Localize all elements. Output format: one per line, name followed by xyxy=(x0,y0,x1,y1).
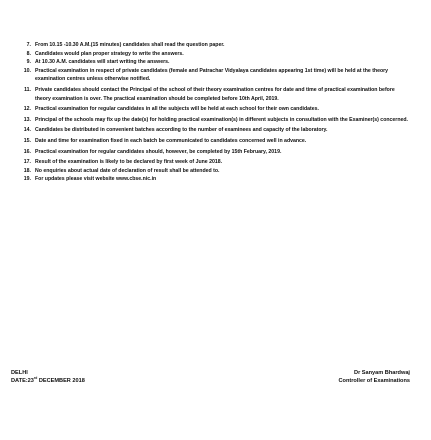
signatory-title: Controller of Examinations xyxy=(338,378,410,384)
item-text: Practical examination for regular candidates should, however, be completed by 15th February, 2019. xyxy=(35,148,282,155)
item-number: 9. xyxy=(26,59,31,66)
item-number: 8. xyxy=(26,50,31,57)
item-number: 15. xyxy=(23,137,31,144)
item-text: At 10.30 A.M. candidates will start writing the answers. xyxy=(35,59,170,66)
list-item xyxy=(0,137,431,146)
date-prefix: DATE:23 xyxy=(11,378,34,384)
list-item xyxy=(0,86,431,103)
item-text: Practical examination in respect of private candidates (female and Patrachar Vidyalaya candidates appearing 1st time) will be held at the theory examination centres unless otherwise notified. xyxy=(35,67,389,83)
item-number: 7. xyxy=(26,42,31,48)
date-ordinal: rd xyxy=(33,376,38,381)
item-number: 17. xyxy=(23,159,31,166)
item-text: For updates please visit website www.cbse.nic.in xyxy=(35,176,157,183)
item-number: 13. xyxy=(23,116,31,123)
list-item xyxy=(0,58,431,67)
item-text: Candidates be distributed in convenient batches according to the number of examinees and capacity of the laboratory. xyxy=(35,127,328,134)
item-number: 12. xyxy=(23,106,31,113)
instructions-list xyxy=(0,41,431,184)
notice-footer xyxy=(11,369,410,385)
item-number: 14. xyxy=(23,127,31,134)
list-item xyxy=(0,67,431,84)
item-number: 10. xyxy=(23,67,31,74)
list-item xyxy=(0,105,431,114)
item-text: Private candidates should contact the Principal of the school of their theory examination centres for date and time of practical examination before theory examination is over. The practical examination should be completed before 10th April, 2019. xyxy=(35,86,395,102)
item-text: Practical examination for regular candidates in all the subjects will be held at each school for their own candidates. xyxy=(35,106,319,113)
list-item xyxy=(0,167,431,176)
item-text: From 10.15 -10.30 A.M.(15 minutes) candidates shall read the question paper. xyxy=(35,42,225,48)
list-item xyxy=(0,50,431,59)
list-item xyxy=(0,148,431,157)
signature-block xyxy=(339,369,410,385)
item-text: Result of the examination is likely to be declared by first week of June 2018. xyxy=(35,159,223,166)
date-label xyxy=(11,377,85,385)
item-number: 19. xyxy=(23,176,31,183)
list-item xyxy=(0,126,431,135)
signatory-name: Dr Sanyam Bhardwaj xyxy=(354,370,410,376)
item-text: Date and time for examination fixed in each batch be communicated to candidates concerned well in advance. xyxy=(35,137,307,144)
date-suffix: DECEMBER 2018 xyxy=(37,378,85,384)
item-text: No enquiries about actual date of declaration of result shall be attended to. xyxy=(35,167,220,174)
list-item xyxy=(0,41,431,50)
item-number: 16. xyxy=(23,148,31,155)
list-item xyxy=(0,158,431,167)
item-text: Candidates would plan proper strategy to write the answers. xyxy=(35,50,184,57)
item-number: 18. xyxy=(23,167,31,174)
list-item xyxy=(0,116,431,125)
item-number: 11. xyxy=(24,86,31,93)
list-item xyxy=(0,175,431,184)
footer-left xyxy=(11,369,85,385)
item-text: Principal of the schools may fix up the date(s) for holding practical examination(s) in different subjects in consultation with the Examiner(s) concerned. xyxy=(35,116,408,123)
place-label: DELHI xyxy=(11,370,28,376)
